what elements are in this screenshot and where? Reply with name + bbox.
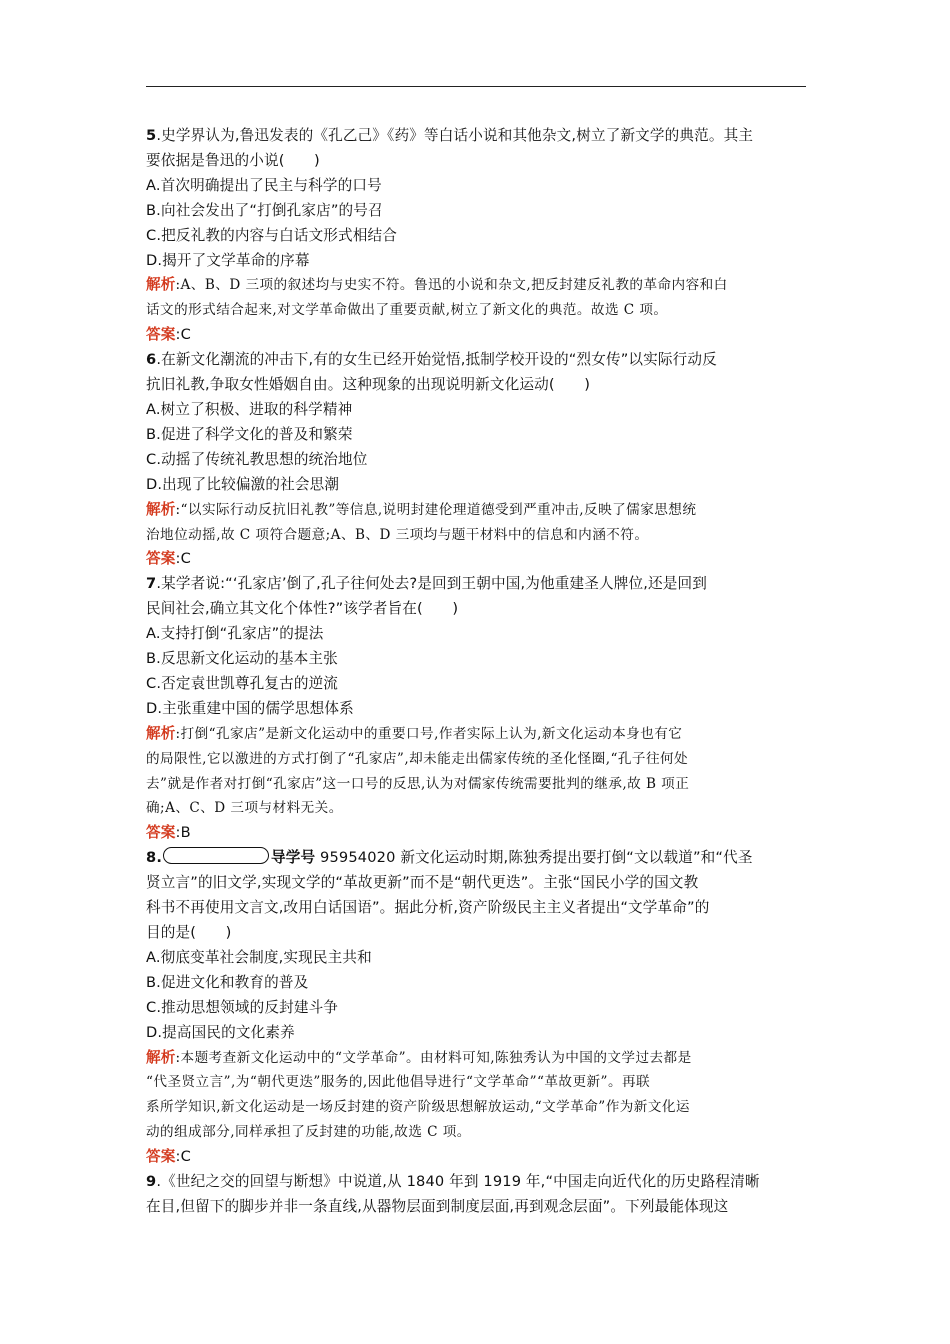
- question-stem: 要依据是鲁迅的小说( ): [146, 151, 320, 169]
- explanation-label: 解析: [146, 724, 176, 742]
- answer: 答案:B: [146, 824, 191, 842]
- question-9: [146, 1170, 810, 1220]
- question-stem: 抗旧礼教,争取女性婚姻自由。这种现象的出现说明新文化运动( ): [146, 376, 591, 394]
- question-number: 7: [146, 575, 157, 593]
- header-rule: [146, 86, 806, 87]
- question-stem: 9.《世纪之交的回望与断想》中说道,从 1840 年到 1919 年,“中国走向近代化的历史路程清晰: [146, 1173, 760, 1191]
- option-b: B.促进了科学文化的普及和繁荣: [146, 425, 353, 443]
- option-d: D.揭开了文学革命的序幕: [146, 251, 310, 269]
- question-stem: 5.史学界认为,鲁迅发表的《孔乙己》《药》等白话小说和其他杂文,树立了新文学的典范。其主: [146, 127, 754, 144]
- explanation: 解析:A、B、D 三项的叙述均与史实不符。鲁迅的小说和杂文,把反封建反礼教的革命内容和白: [146, 276, 728, 294]
- question-stem: 民间社会,确立其文化个体性?”该学者旨在( ): [146, 600, 459, 618]
- question-number: 6: [146, 351, 157, 369]
- explanation-label: 解析: [146, 1048, 176, 1066]
- explanation: 解析:“以实际行动反抗旧礼教”等信息,说明封建伦理道德受到严重冲击,反映了儒家思想统: [146, 500, 697, 518]
- question-stem: 贤立言”的旧文学,实现文学的“革故更新”而不是“朝代更迭”。主张“国民小学的国文教: [146, 874, 699, 892]
- option-c: C.否定袁世凯尊孔复古的逆流: [146, 674, 339, 692]
- explanation: 去”就是作者对打倒“孔家店”这一口号的反思,认为对儒家传统需要批判的继承,故 B 项正: [146, 775, 690, 792]
- option-a: A.彻底变革社会制度,实现民主共和: [146, 948, 372, 966]
- option-b: B.促进文化和教育的普及: [146, 973, 309, 991]
- question-number: 5: [146, 127, 157, 144]
- question-7: [146, 572, 810, 846]
- explanation: “代圣贤立言”,为“朝代更迭”服务的,因此他倡导进行“文学革命”“革故更新”。再联: [146, 1074, 651, 1091]
- option-d: D.提高国民的文化素养: [146, 1023, 295, 1041]
- explanation: 治地位动摇,故 C 项符合题意;A、B、D 三项均与题干材料中的信息和内涵不符。: [146, 526, 649, 543]
- option-c: C.推动思想领域的反封建斗争: [146, 998, 339, 1016]
- answer-label: 答案: [146, 326, 176, 344]
- answer-label: 答案: [146, 1148, 176, 1166]
- question-8: [146, 846, 810, 1170]
- explanation: 解析:打倒“孔家店”是新文化运动中的重要口号,作者实际上认为,新文化运动本身也有它: [146, 724, 683, 742]
- option-a: A.首次明确提出了民主与科学的口号: [146, 176, 382, 194]
- question-6: [146, 348, 810, 572]
- option-a: A.树立了积极、进取的科学精神: [146, 400, 353, 418]
- option-a: A.支持打倒“孔家店”的提法: [146, 625, 324, 643]
- question-stem: 目的是( ): [146, 924, 232, 941]
- question-5: [146, 124, 810, 348]
- option-d: D.主张重建中国的儒学思想体系: [146, 699, 354, 717]
- explanation: 系所学知识,新文化运动是一场反封建的资产阶级思想解放运动,“文学革命”作为新文化运: [146, 1099, 690, 1116]
- document-body: [146, 124, 810, 1220]
- guide-box-icon: [163, 847, 269, 864]
- question-stem: 在目,但留下的脚步并非一条直线,从器物层面到制度层面,再到观念层面”。下列最能体现这: [146, 1197, 729, 1215]
- option-b: B.向社会发出了“打倒孔家店”的号召: [146, 201, 383, 219]
- option-d: D.出现了比较偏激的社会思潮: [146, 475, 340, 493]
- question-stem: 7.某学者说:“‘孔家店’倒了,孔子往何处去?是回到王朝中国,为他重建圣人牌位,还是回到: [146, 575, 708, 593]
- guide-number: 95954020: [320, 849, 396, 867]
- question-stem: 8. 导学号 95954020 新文化运动时期,陈独秀提出要打倒“文以载道”和“代圣: [146, 849, 753, 867]
- option-c: C.动摇了传统礼教思想的统治地位: [146, 450, 368, 468]
- explanation: 确;A、C、D 三项与材料无关。: [146, 800, 343, 817]
- question-stem: 科书不再使用文言文,改用白话国语”。据此分析,资产阶级民主主义者提出“文学革命”的: [146, 899, 710, 917]
- option-b: B.反思新文化运动的基本主张: [146, 650, 338, 668]
- answer: 答案:C: [146, 550, 191, 568]
- explanation: 的局限性,它以激进的方式打倒了“孔家店”,却未能走出儒家传统的圣化怪圈,“孔子往何处: [146, 750, 689, 767]
- explanation: 话文的形式结合起来,对文学革命做出了重要贡献,树立了新文化的典范。故选 C 项。: [146, 302, 668, 319]
- question-number: 8: [146, 849, 157, 867]
- question-number: 9: [146, 1173, 157, 1191]
- guide-label: 导学号: [271, 849, 316, 867]
- explanation-label: 解析: [146, 276, 176, 294]
- answer: 答案:C: [146, 1148, 191, 1166]
- question-stem: 6.在新文化潮流的冲击下,有的女生已经开始觉悟,抵制学校开设的“烈女传”以实际行动反: [146, 351, 717, 369]
- option-c: C.把反礼教的内容与白话文形式相结合: [146, 226, 398, 244]
- explanation: 解析:本题考查新文化运动中的“文学革命”。由材料可知,陈独秀认为中国的文学过去都是: [146, 1048, 692, 1066]
- answer: 答案:C: [146, 326, 191, 344]
- explanation-label: 解析: [146, 500, 176, 518]
- explanation: 动的组成部分,同样承担了反封建的功能,故选 C 项。: [146, 1124, 471, 1141]
- answer-label: 答案: [146, 824, 176, 842]
- answer-label: 答案: [146, 550, 176, 568]
